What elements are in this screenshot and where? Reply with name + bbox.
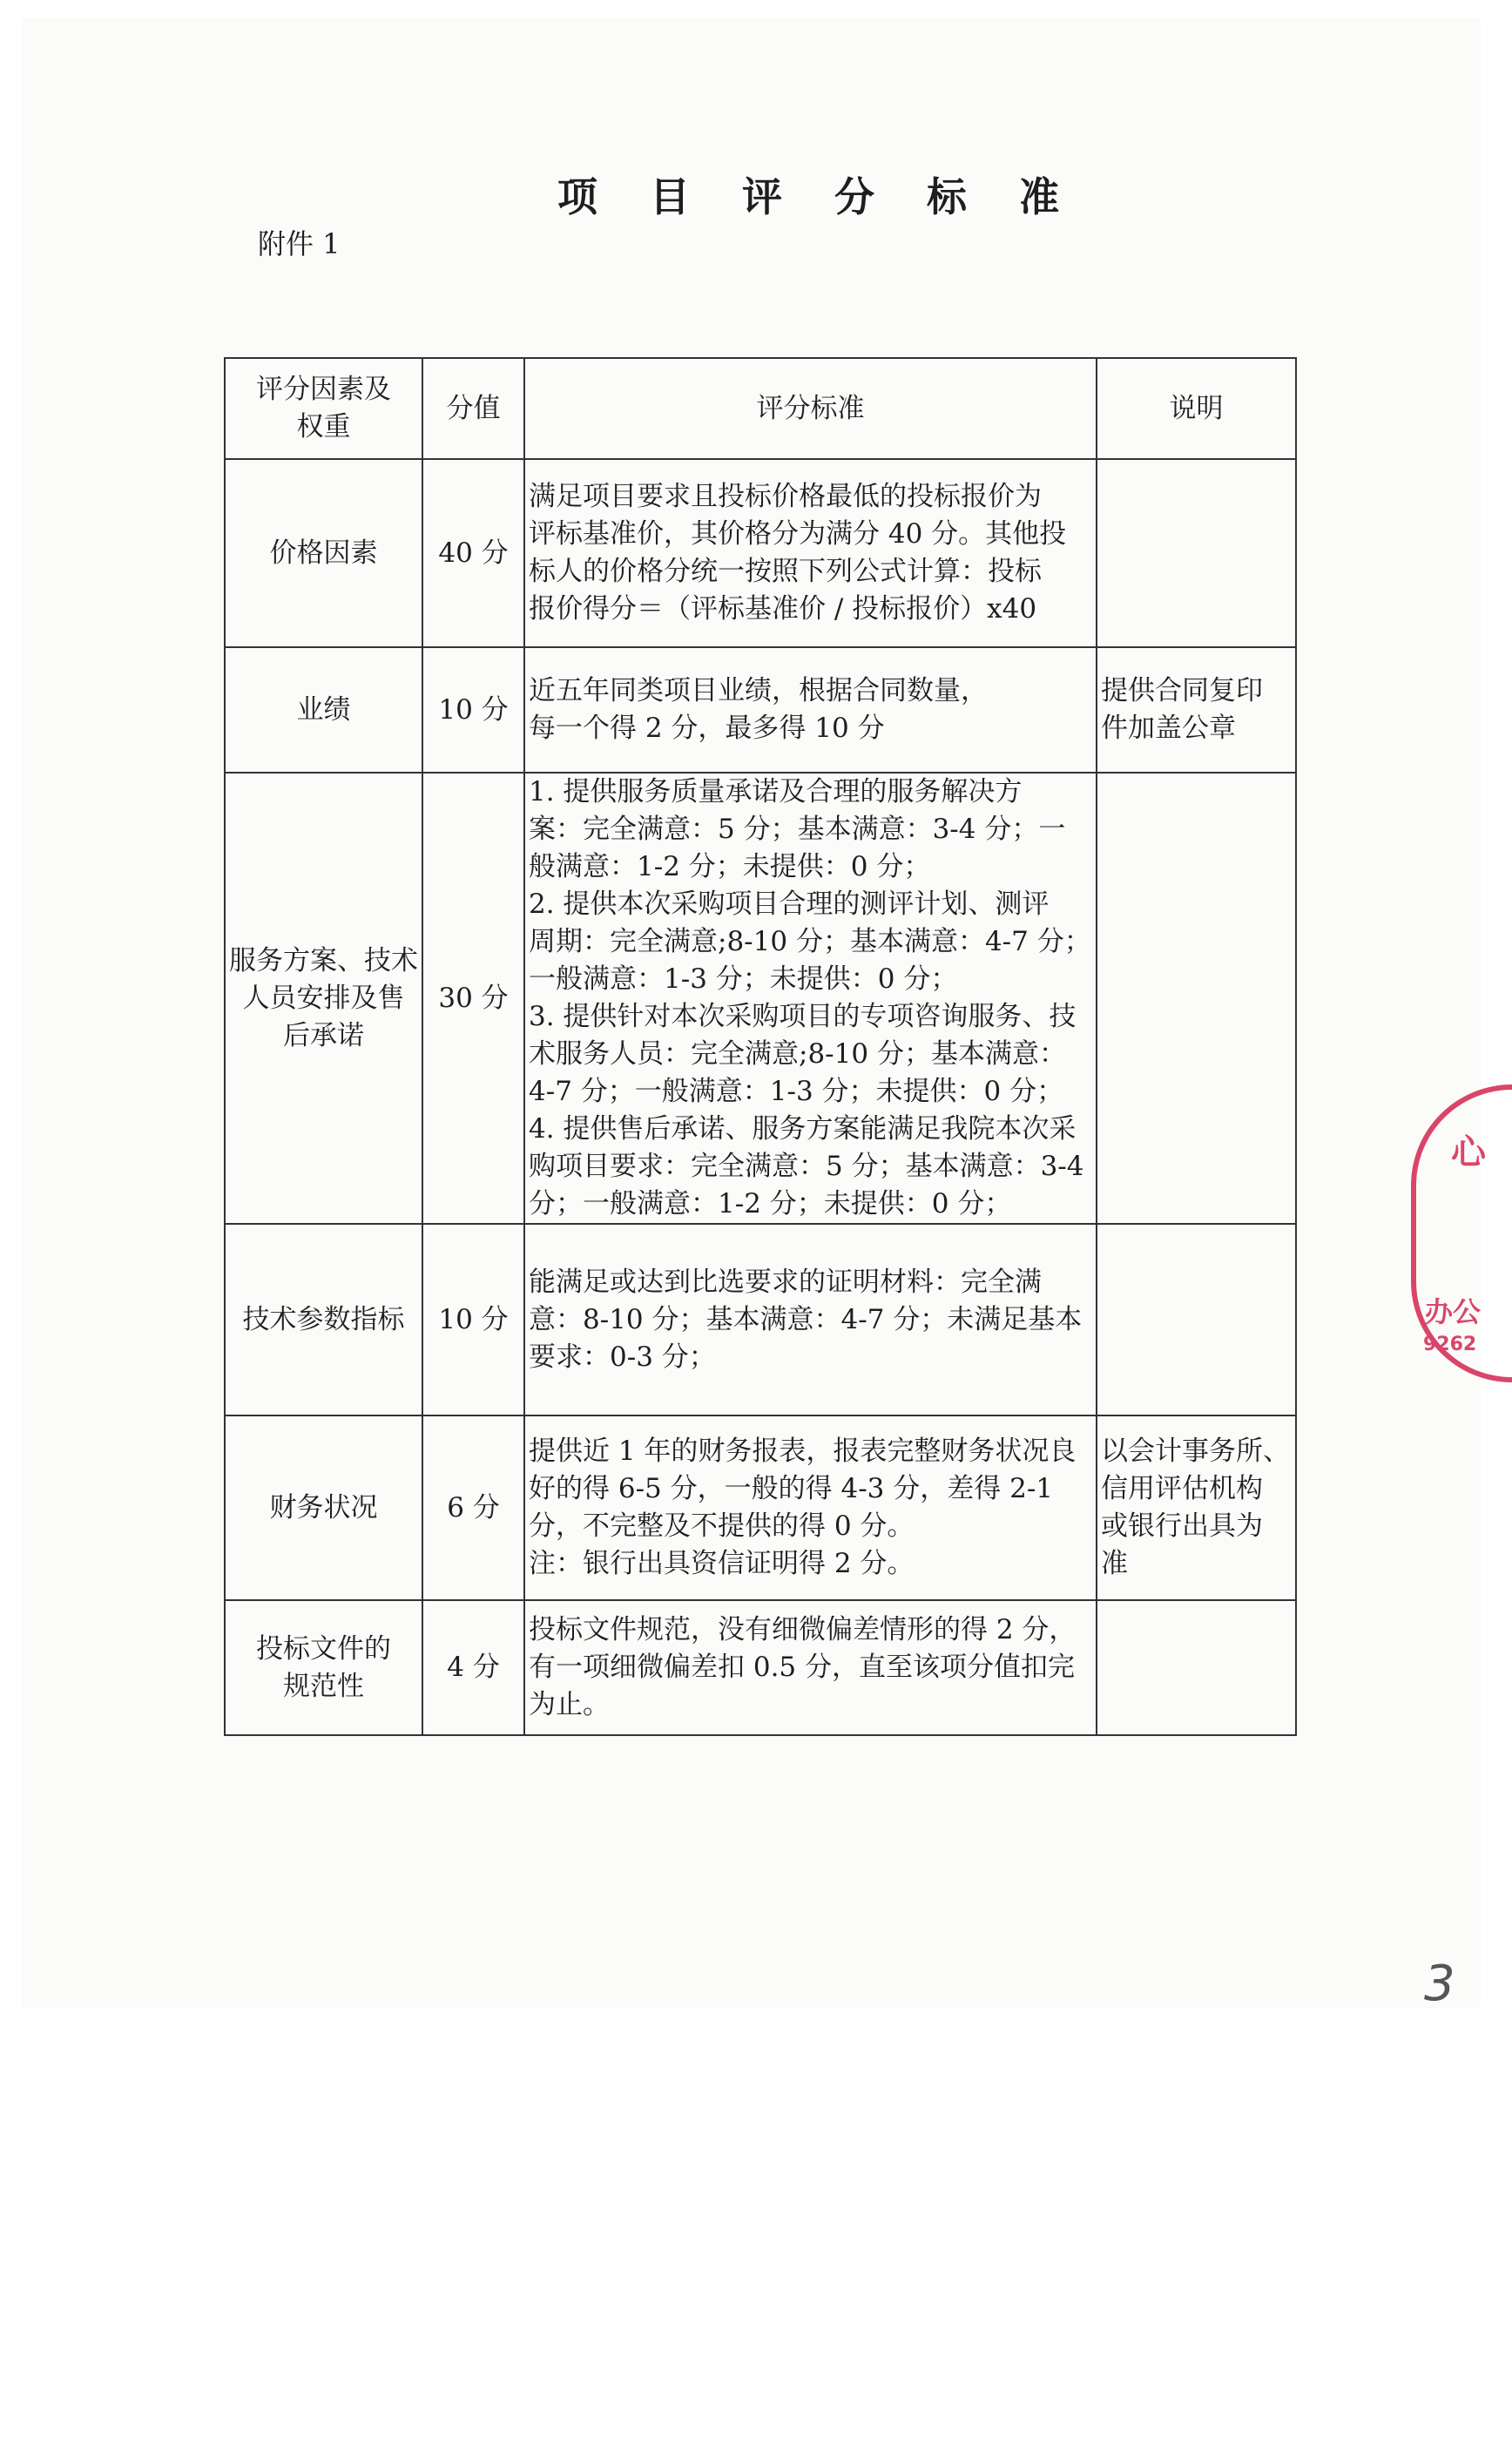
criteria-cell	[524, 773, 1097, 1224]
note-cell-line: 件加盖公章	[1101, 713, 1236, 744]
page-number: 3	[1424, 1956, 1455, 2012]
header-score: 分值	[422, 358, 524, 459]
criteria-cell-line: 投标文件规范，没有细微偏差情形的得 2 分，	[529, 1614, 1077, 1645]
note-cell-line: 或银行出具为	[1101, 1510, 1263, 1542]
criteria-cell-line: 意：8-10 分；基本满意：4-7 分；未满足基本	[529, 1303, 1083, 1335]
header-criteria: 评分标准	[524, 358, 1097, 459]
note-cell-line: 准	[1101, 1548, 1128, 1579]
factor-cell	[225, 647, 422, 773]
criteria-cell-line: 要求：0-3 分；	[529, 1341, 716, 1373]
factor-cell-line: 技术参数指标	[242, 1303, 405, 1335]
criteria-cell-line: 分；一般满意：1-2 分；未提供：0 分；	[529, 1188, 1012, 1220]
criteria-cell-line: 2. 提供本次采购项目合理的测评计划、测评	[529, 888, 1050, 920]
score-cell: 4 分	[422, 1600, 524, 1735]
factor-cell-line: 后承诺	[283, 1019, 364, 1051]
criteria-cell-line: 近五年同类项目业绩，根据合同数量，	[529, 675, 988, 706]
criteria-cell-line: 有一项细微偏差扣 0.5 分，直至该项分值扣完	[529, 1652, 1076, 1683]
criteria-cell-line: 1. 提供服务质量承诺及合理的服务解决方	[529, 776, 1023, 807]
criteria-cell-line: 术服务人员：完全满意;8-10 分；基本满意：	[529, 1038, 1066, 1070]
score-cell: 40 分	[422, 459, 524, 647]
criteria-cell-line: 3. 提供针对本次采购项目的专项咨询服务、技	[529, 1001, 1077, 1032]
criteria-cell-line: 般满意：1-2 分；未提供：0 分；	[529, 851, 931, 882]
factor-cell	[225, 1600, 422, 1735]
criteria-cell-line: 报价得分＝（评标基准价 / 投标报价）x40	[529, 593, 1037, 625]
criteria-cell-line: 能满足或达到比选要求的证明材料：完全满	[529, 1266, 1042, 1298]
criteria-cell-line: 每一个得 2 分，最多得 10 分	[529, 713, 885, 744]
criteria-cell-line: 4-7 分；一般满意：1-3 分；未提供：0 分；	[529, 1076, 1064, 1107]
note-cell	[1097, 647, 1296, 773]
scoring-table	[224, 357, 1297, 1736]
table-row	[225, 1224, 1296, 1415]
header-factor	[225, 358, 422, 459]
factor-cell-line: 服务方案、技术	[229, 944, 418, 976]
note-cell	[1097, 1224, 1296, 1415]
criteria-cell-line: 好的得 6-5 分，一般的得 4-3 分，差得 2-1	[529, 1473, 1054, 1504]
criteria-cell	[524, 459, 1097, 647]
score-cell: 6 分	[422, 1415, 524, 1600]
factor-cell-line: 价格因素	[269, 537, 378, 569]
note-cell	[1097, 1600, 1296, 1735]
criteria-cell-line: 案：完全满意：5 分；基本满意：3-4 分；一	[529, 814, 1066, 845]
factor-cell-line: 投标文件的	[256, 1632, 391, 1665]
page-title: 项 目 评 分 标 准	[557, 173, 1079, 220]
table-row	[225, 773, 1296, 1224]
criteria-cell-line: 满足项目要求且投标价格最低的投标报价为	[529, 481, 1042, 512]
table-header-row	[225, 358, 1296, 459]
factor-cell	[225, 459, 422, 647]
criteria-cell-line: 购项目要求：完全满意：5 分；基本满意：3-4	[529, 1151, 1084, 1182]
criteria-cell-line: 提供近 1 年的财务报表，报表完整财务状况良	[529, 1436, 1077, 1467]
annex-label: 附件 1	[258, 227, 341, 260]
note-cell-line: 提供合同复印	[1101, 675, 1263, 706]
factor-cell	[225, 1224, 422, 1415]
factor-cell	[225, 1415, 422, 1600]
criteria-cell-line: 一般满意：1-3 分；未提供：0 分；	[529, 963, 958, 995]
criteria-cell-line: 注：银行出具资信证明得 2 分。	[529, 1548, 915, 1579]
factor-cell-line: 规范性	[283, 1670, 364, 1702]
note-cell	[1097, 459, 1296, 647]
note-cell	[1097, 773, 1296, 1224]
criteria-cell-line: 为止。	[529, 1689, 610, 1720]
header-factor-line: 权重	[296, 411, 351, 443]
factor-cell-line: 财务状况	[269, 1491, 378, 1524]
criteria-cell	[524, 1600, 1097, 1735]
criteria-cell-line: 评标基准价，其价格分为满分 40 分。其他投	[529, 518, 1067, 550]
factor-cell-line: 人员安排及售	[242, 982, 405, 1014]
table-row	[225, 647, 1296, 773]
criteria-cell	[524, 1224, 1097, 1415]
criteria-cell-line: 4. 提供售后承诺、服务方案能满足我院本次采	[529, 1113, 1077, 1145]
table-row	[225, 1600, 1296, 1735]
official-seal-stamp: 心 办公 9262	[1411, 1084, 1512, 1382]
note-cell-line: 以会计事务所、	[1101, 1436, 1290, 1467]
criteria-cell	[524, 647, 1097, 773]
criteria-cell-line: 标人的价格分统一按照下列公式计算：投标	[529, 556, 1042, 587]
score-cell: 10 分	[422, 647, 524, 773]
criteria-cell-line: 分，不完整及不提供的得 0 分。	[529, 1510, 915, 1542]
note-cell-line: 信用评估机构	[1101, 1473, 1263, 1504]
factor-cell-line: 业绩	[296, 693, 351, 726]
factor-cell	[225, 773, 422, 1224]
table-row	[225, 459, 1296, 647]
note-cell	[1097, 1415, 1296, 1600]
criteria-cell-line: 周期：完全满意;8-10 分；基本满意：4-7 分；	[529, 926, 1091, 957]
score-cell: 10 分	[422, 1224, 524, 1415]
header-note: 说明	[1097, 358, 1296, 459]
criteria-cell	[524, 1415, 1097, 1600]
table-row	[225, 1415, 1296, 1600]
header-factor-line: 评分因素及	[256, 374, 391, 405]
score-cell: 30 分	[422, 773, 524, 1224]
